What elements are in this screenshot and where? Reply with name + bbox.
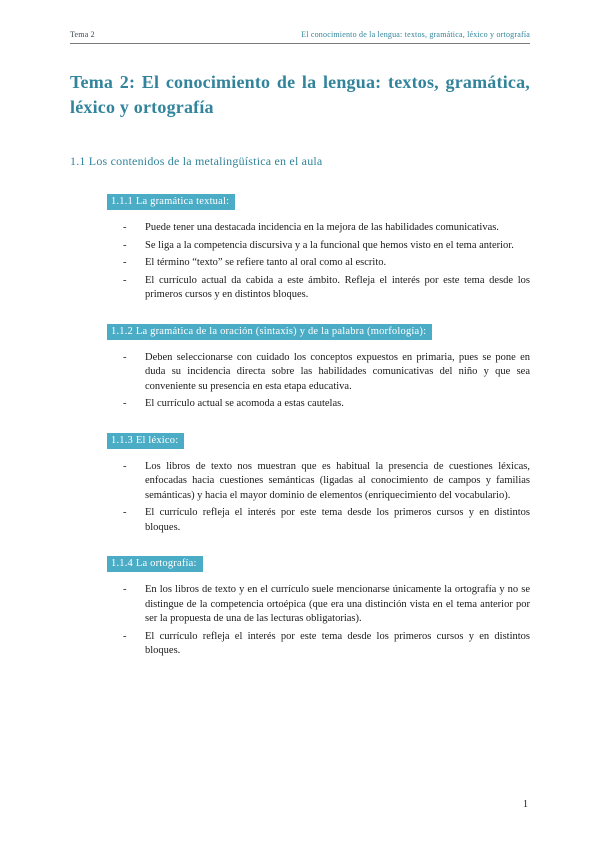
page-title: Tema 2: El conocimiento de la lengua: textos, gramática, léxico y ortografía xyxy=(70,72,530,118)
bullet-text: El currículo actual da cabida a este ámbito. Refleja el interés por este tema desde los primeros cursos y en distintos bloques. xyxy=(145,274,530,301)
list-item xyxy=(70,221,530,235)
subsection-1-1-4 xyxy=(70,553,530,658)
bullet-text: Deben seleccionarse con cuidado los conceptos expuestos en primaria, pues se pone en duda su incidencia directa sobre las habilidades comunicativas del niño y que sea conveniente su presencia en esta etapa educativa. xyxy=(145,351,530,392)
section-heading: 1.1 Los contenidos de la metalingüística en el aula xyxy=(70,154,323,169)
bullet-marker: - xyxy=(123,222,127,234)
list-item xyxy=(70,460,530,503)
bullet-marker: - xyxy=(123,398,127,410)
list-item xyxy=(70,351,530,394)
bullet-text: El término “texto” se refiere tanto al oral como al escrito. xyxy=(145,257,387,269)
subsection-heading: 1.1.3 El léxico: xyxy=(107,433,184,449)
bullet-text: Puede tener una destacada incidencia en la mejora de las habilidades comunicativas. xyxy=(145,222,499,234)
bullet-marker: - xyxy=(123,274,127,286)
bullet-marker: - xyxy=(123,351,127,363)
subsection-heading: 1.1.1 La gramática textual: xyxy=(107,194,235,210)
list-item xyxy=(70,239,530,253)
bullet-marker: - xyxy=(123,460,127,472)
bullet-list xyxy=(70,460,530,535)
bullet-list xyxy=(70,351,530,412)
subsection-1-1-1 xyxy=(70,191,530,302)
list-item xyxy=(70,397,530,411)
list-item xyxy=(70,630,530,659)
bullet-marker: - xyxy=(123,257,127,269)
subsection-heading: 1.1.2 La gramática de la oración (sintaxis) y de la palabra (morfología): xyxy=(107,324,432,340)
bullet-text: En los libros de texto y en el currículo suele mencionarse únicamente la ortografía y no se distingue de la competencia ortoépica (que era una distinción vista en el tema anterior por ser la propuesta de una de las lecturas obligatorias). xyxy=(145,584,530,625)
bullet-text: Los libros de texto nos muestran que es habitual la presencia de cuestiones léxicas, enfocadas hacia cuestiones semánticas (ligadas al conocimiento de campos y familias semánticas) y hacia el mayor dominio de elementos (enriquecimiento del vocabulario). xyxy=(145,460,530,501)
bullet-text: Se liga a la competencia discursiva y a la funcional que hemos visto en el tema anterior. xyxy=(145,239,514,251)
list-item xyxy=(70,256,530,270)
list-item xyxy=(70,506,530,535)
bullet-text: El currículo refleja el interés por este tema desde los primeros cursos y en distintos bloques. xyxy=(145,630,530,657)
page-header xyxy=(70,30,530,44)
bullet-list xyxy=(70,583,530,658)
header-left-text: Tema 2 xyxy=(70,30,95,39)
bullet-marker: - xyxy=(123,507,127,519)
bullet-marker: - xyxy=(123,630,127,642)
bullet-marker: - xyxy=(123,239,127,251)
list-item xyxy=(70,583,530,626)
bullet-list xyxy=(70,221,530,302)
subsection-1-1-3 xyxy=(70,430,530,535)
bullet-text: El currículo refleja el interés por este tema desde los primeros cursos y en distintos bloques. xyxy=(145,507,530,533)
subsection-1-1-2 xyxy=(70,321,530,412)
bullet-text: El currículo actual se acomoda a estas cautelas. xyxy=(145,398,344,410)
list-item xyxy=(70,274,530,303)
page-number: 1 xyxy=(523,799,528,810)
subsection-heading: 1.1.4 La ortografía: xyxy=(107,556,203,572)
header-right-text: El conocimiento de la lengua: textos, gramática, léxico y ortografía xyxy=(301,30,530,39)
bullet-marker: - xyxy=(123,584,127,596)
